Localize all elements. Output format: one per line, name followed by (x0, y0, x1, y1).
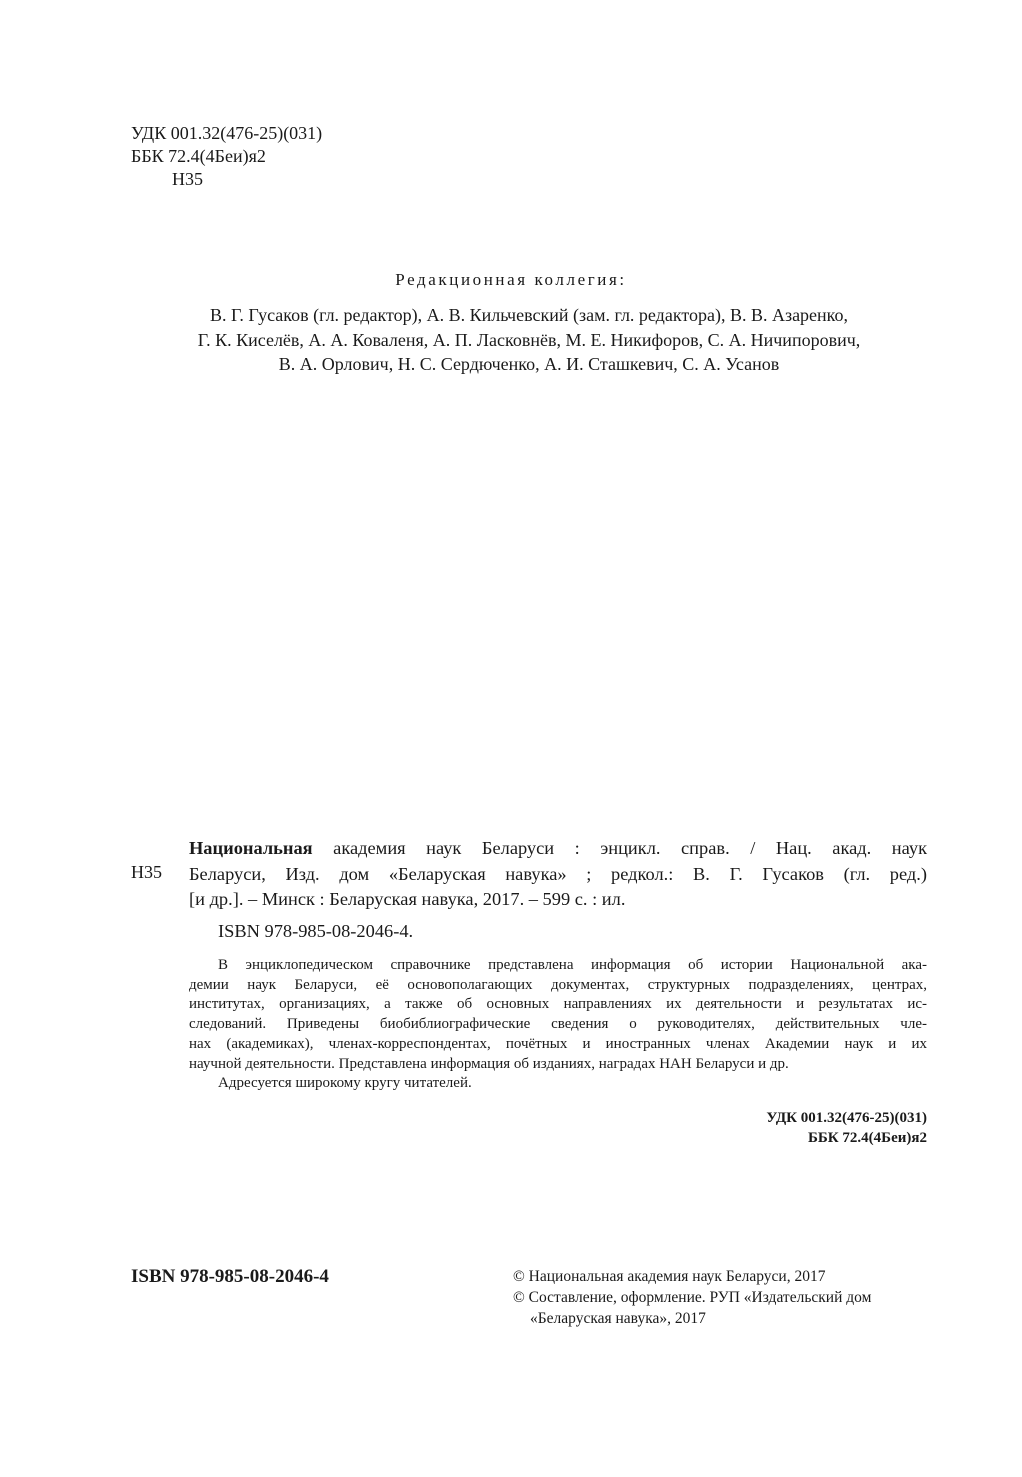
bib-line: Беларуси, Изд. дом «Беларуская навука» ; редкол.: В. Г. Гусаков (гл. ред.) (189, 863, 927, 884)
udk-code: УДК 001.32(476-25)(031) (131, 123, 323, 143)
classification-codes (766, 1108, 927, 1148)
author-sign: Н35 (172, 169, 203, 189)
bib-heading-word: Национальная (189, 838, 313, 858)
udk-code-bold: УДК 001.32(476-25)(031) (766, 1110, 927, 1126)
annotation-line: нах (академиках), членах-корреспондентах, почётных и иностранных членах Академии наук и их (189, 1035, 927, 1052)
footer-isbn: ISBN 978-985-08-2046-4 (131, 1266, 329, 1287)
board-line: Г. К. Киселёв, А. А. Коваленя, А. П. Ласковнёв, М. Е. Никифоров, С. А. Ничипорович, (197, 329, 861, 350)
annotation-line: институтах, организациях, а также об основных направлениях их деятельности и результатах ис- (189, 996, 927, 1013)
annotation-line: научной деятельности. Представлена информация об изданиях, наградах НАН Беларуси и др. (189, 1055, 789, 1072)
bib-author-sign: Н35 (131, 862, 162, 882)
bib-line: [и др.]. – Минск : Беларуская навука, 2017. – 599 с. : ил. (189, 889, 626, 909)
bib-isbn: ISBN 978-985-08-2046-4. (218, 921, 414, 941)
editorial-board-heading: Редакционная коллегия: (395, 270, 627, 289)
board-line: В. Г. Гусаков (гл. редактор), А. В. Кильчевский (зам. гл. редактора), В. В. Азаренко, (209, 305, 849, 325)
copyright-line: «Беларуская навука», 2017 (530, 1310, 706, 1327)
copyright-block (513, 1266, 871, 1329)
annotation (189, 956, 927, 1094)
bib-line-rest: академия наук Беларуси : энцикл. справ. / Нац. акад. наук (312, 838, 927, 858)
board-line: В. А. Орлович, Н. С. Сердюченко, А. И. Сташкевич, С. А. Усанов (278, 354, 780, 374)
annotation-line: следований. Приведены биобиблиографические сведения о руководителях, действительных чле- (189, 1016, 927, 1033)
bbk-code-bold: ББК 72.4(4Беи)я2 (807, 1130, 927, 1146)
target-audience: Адресуется широкому кругу читателей. (218, 1075, 472, 1092)
bbk-code: ББК 72.4(4Беи)я2 (131, 146, 266, 166)
bibliographic-record (189, 836, 927, 913)
annotation-line: В энциклопедическом справочнике представлена информация об истории Национальной ака- (218, 957, 927, 973)
bib-line (189, 836, 927, 862)
top-classification-block (131, 122, 322, 191)
annotation-line: демии наук Беларуси, её основополагающих документах, структурных подразделениях, центрах, (189, 976, 927, 993)
copyright-line: © Составление, оформление. РУП «Издательский дом (513, 1289, 872, 1306)
editorial-board-members (131, 303, 927, 377)
copyright-line: © Национальная академия наук Беларуси, 2017 (513, 1268, 826, 1285)
